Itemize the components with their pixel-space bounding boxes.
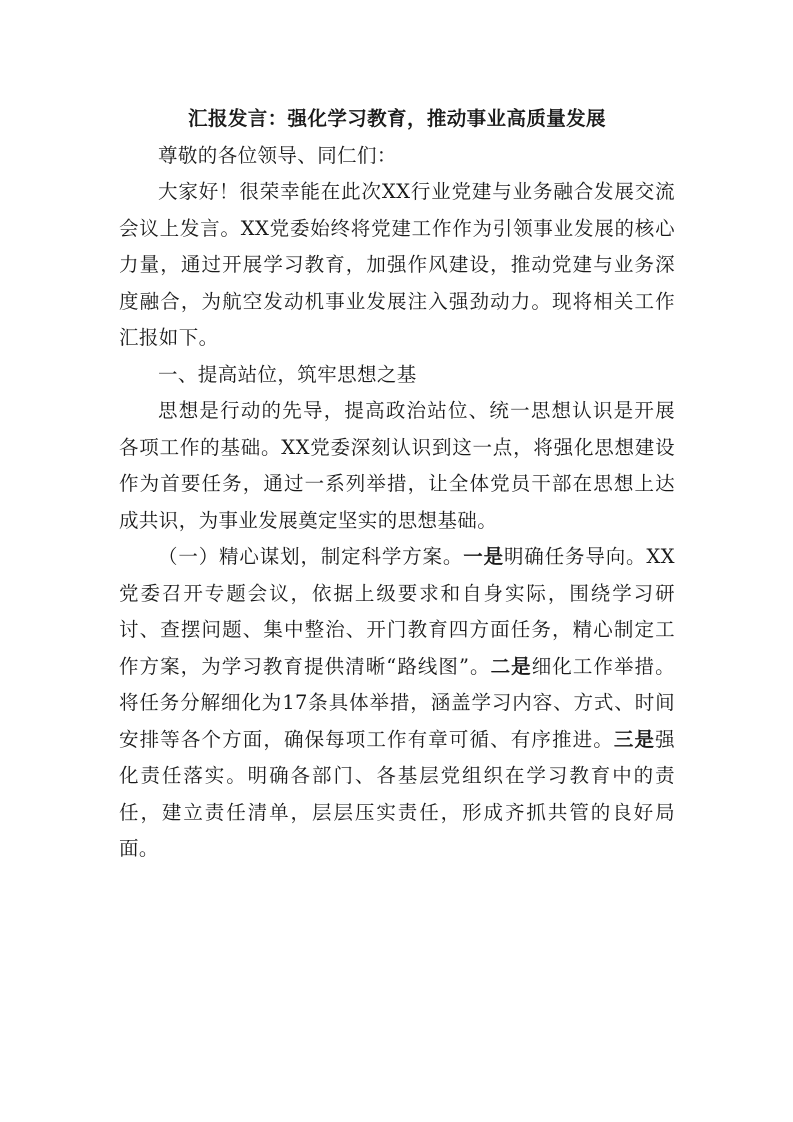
intro-paragraph: 大家好！很荣幸能在此次XX行业党建与业务融合发展交流会议上发言。XX党委始终将党建工作作为引领事业发展的核心力量，通过开展学习教育，加强作风建设，推动党建与业务深度融合，为航空发动机事业发展注入强劲动力。现将相关工作汇报如下。: [119, 180, 675, 349]
subsection-paragraph-1: [119, 539, 675, 868]
lead-marker-1: 一是: [463, 545, 504, 568]
subsection-heading-1: （一）精心谋划，制定科学方案。: [158, 545, 464, 568]
lead-text-2: 细化工作举措。将任务分解细化为17条具体举措，涵盖学习内容、方式、时间安排等各个方面，确保每项工作有章可循、有序推进。: [119, 654, 675, 751]
section-paragraph-1: 思想是行动的先导，提高政治站位、统一思想认识是开展各项工作的基础。XX党委深刻认识到这一点，将强化思想建设作为首要任务，通过一系列举措，让全体党员干部在思想上达成共识，为事业发展奠定坚实的思想基础。: [119, 399, 675, 532]
document-title: 汇报发言：强化学习教育，推动事业高质量发展: [188, 107, 606, 130]
salutation: 尊敬的各位领导、同仁们：: [158, 143, 397, 167]
lead-marker-2: 二是: [490, 654, 532, 678]
lead-text-3: 强化责任落实。明确各部门、各基层党组织在学习教育中的责任，建立责任清单，层层压实责任，形成齐抓共管的良好局面。: [119, 727, 675, 860]
lead-marker-3: 三是: [613, 727, 656, 751]
section-heading-1: 一、提高站位，筑牢思想之基: [158, 362, 417, 386]
document-body: [119, 101, 675, 868]
lead-text-1: 明确任务导向。XX党委召开专题会议，依据上级要求和自身实际，围绕学习研讨、查摆问题、集中整治、开门教育四方面任务，精心制定工作方案，为学习教育提供清晰“路线图”。: [119, 545, 675, 678]
